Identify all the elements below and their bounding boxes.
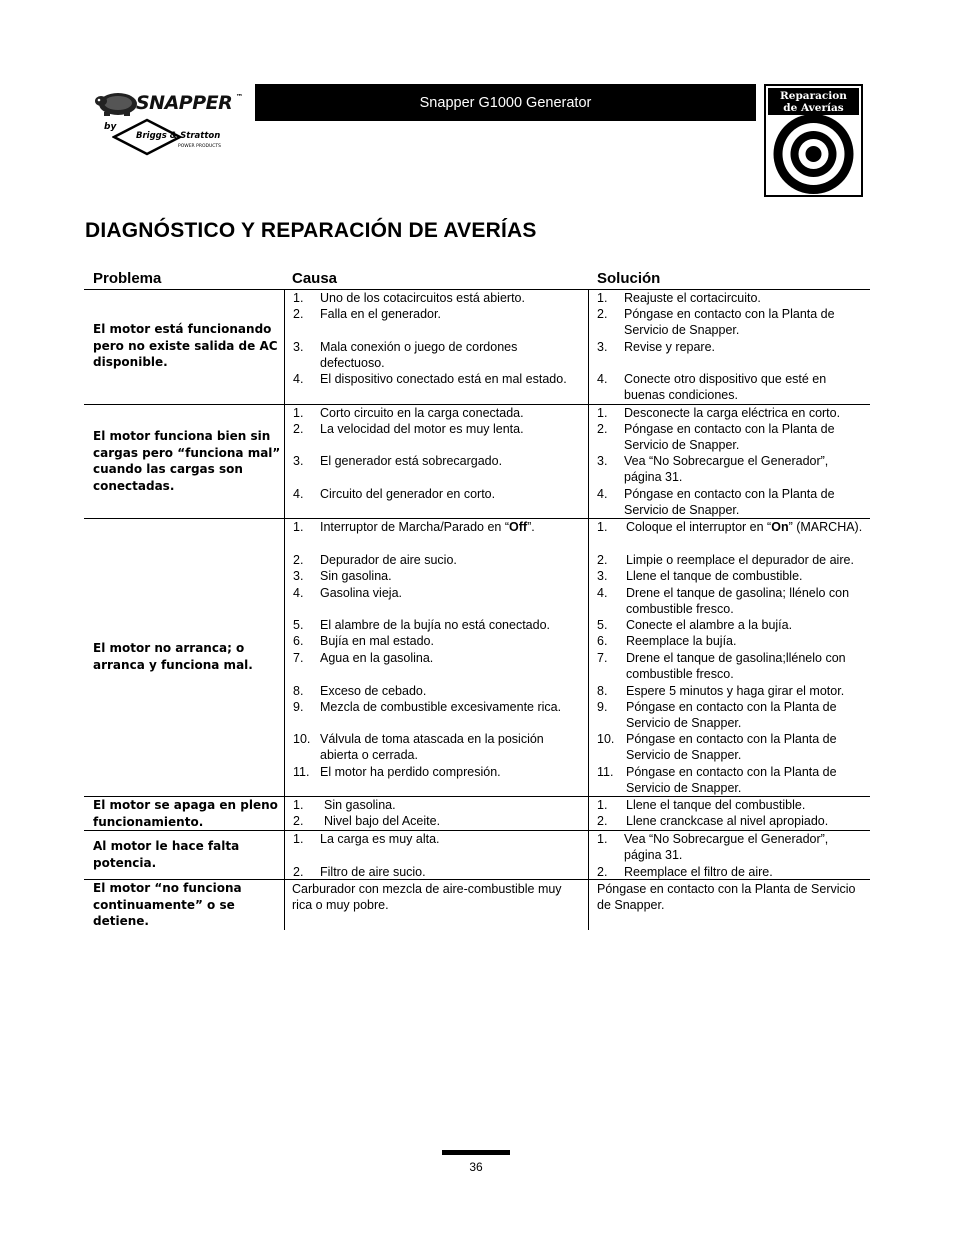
troubleshooting-badge	[764, 84, 863, 197]
page-number: 36	[469, 1160, 483, 1174]
column-divider	[588, 289, 589, 930]
problem-cell: Al motor le hace falta potencia.	[93, 839, 240, 870]
cause-cell: Carburador con mezcla de aire-combustible muy rica o muy pobre.	[292, 882, 562, 913]
trademark-mark: ™	[236, 93, 243, 101]
snapper-brand-text: SNAPPER	[136, 92, 233, 114]
power-products-text: POWER PRODUCTS	[178, 144, 221, 149]
turtle-icon	[94, 90, 140, 118]
column-divider	[284, 289, 285, 930]
target-icon	[766, 113, 861, 195]
snapper-wordmark	[92, 88, 252, 118]
column-header-cause: Causa	[292, 270, 338, 287]
badge-line-2: de Averías	[783, 102, 844, 114]
logo-by-text: by	[104, 122, 117, 132]
problem-cell: El motor funciona bien sin cargas pero “funciona mal” cuando las cargas son conectadas.	[93, 429, 281, 493]
problem-cell: El motor no arranca; o arranca y funciona mal.	[93, 641, 253, 672]
briggs-stratton-text: Briggs & Stratton	[136, 131, 221, 141]
solution-cell: Póngase en contacto con la Planta de Servicio de Snapper.	[597, 882, 856, 913]
column-header-solution: Solución	[597, 270, 661, 287]
model-title: Snapper G1000 Generator	[419, 94, 592, 111]
badge-line-1: Reparacion	[780, 90, 847, 102]
badge-title	[768, 88, 859, 115]
header-bar	[255, 84, 756, 121]
problem-cell: El motor “no funciona continuamente” o se detiene.	[93, 881, 242, 928]
problem-cell: El motor está funcionando pero no existe salida de AC disponible.	[93, 322, 278, 369]
column-header-problem: Problema	[93, 270, 162, 287]
snapper-logo	[92, 88, 252, 158]
problem-cell: El motor se apaga en pleno funcionamiento.	[93, 798, 278, 829]
page-title: DIAGNÓSTICO Y REPARACIÓN DE AVERÍAS	[85, 219, 537, 242]
footer-bar	[442, 1150, 510, 1155]
briggs-stratton-logo	[112, 118, 252, 158]
